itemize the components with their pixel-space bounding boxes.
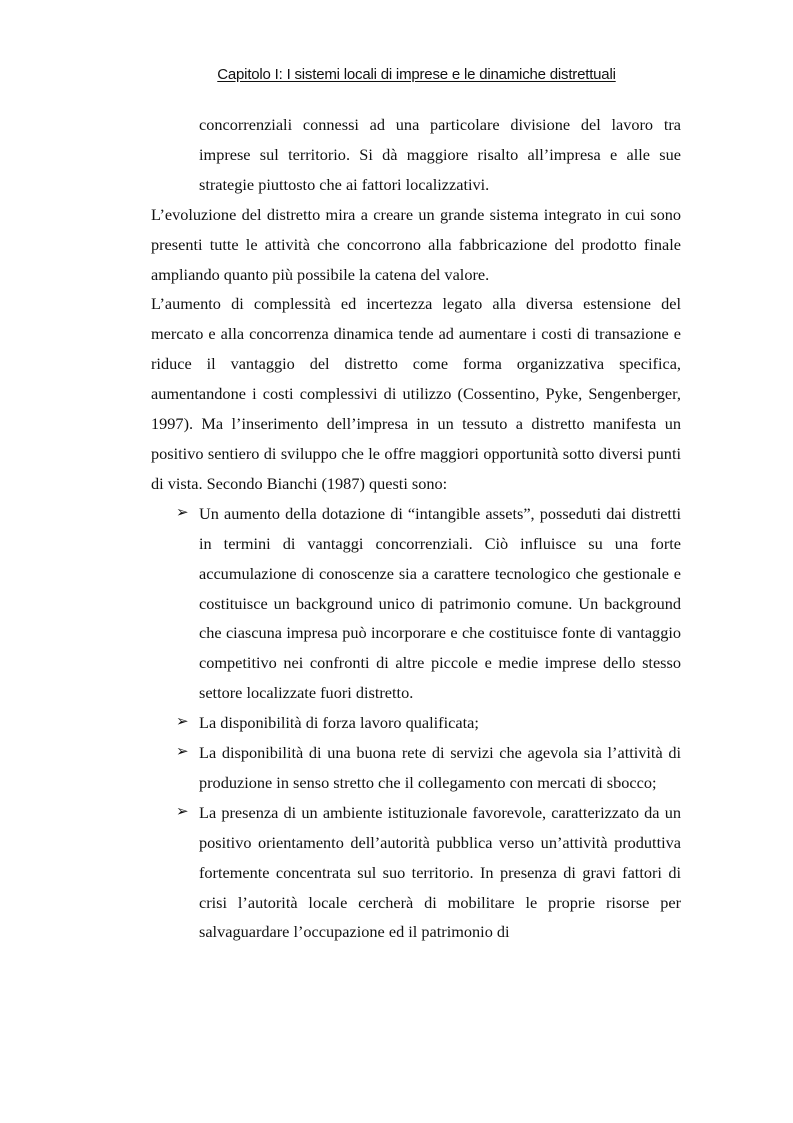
arrowhead-bullet-icon: ➢ [176, 504, 189, 521]
bullet-text: La presenza di un ambiente istituzionale favorevole, caratterizzato da un positivo orientamento dell’autorità pubblica verso un’attività produttiva fortemente concentrata sul suo territorio. In presenza di gravi fattori di crisi l’autorità locale cercherà di mobilitare le proprie risorse per salvaguardare l’occupazione ed il patrimonio di [199, 802, 681, 942]
continuation-paragraph: concorrenziali connessi ad una particolare divisione del lavoro tra imprese sul territorio. Si dà maggiore risalto all’impresa e alle sue strategie piuttosto che ai fattori localizzativi. [199, 115, 681, 194]
chapter-title: Capitolo I: I sistemi locali di imprese e le dinamiche distrettuali [217, 66, 616, 83]
bullet-item-ambiente-istituzionale [151, 798, 681, 948]
bullet-text: La disponibilità di una buona rete di servizi che agevola sia l’attività di produzione in senso stretto che il collegamento con mercati di sbocco; [199, 743, 681, 792]
paragraph-aumento-complessita: L’aumento di complessità ed incertezza legato alla diversa estensione del mercato e alla concorrenza dinamica tende ad aumentare i costi di transazione e riduce il vantaggio del distretto come forma organizzativa specifica, aumentandone i costi complessivi di utilizzo (Cossentino, Pyke, Sengenberger, 1997). Ma l’inserimento dell’impresa in un tessuto a distretto manifesta un positivo sentiero di sviluppo che le offre maggiori opportunità sotto diversi punti di vista. Secondo Bianchi (1987) questi sono: [151, 294, 681, 493]
running-header [0, 66, 793, 83]
arrowhead-bullet-icon: ➢ [176, 744, 189, 761]
paragraph-evoluzione: L’evoluzione del distretto mira a creare un grande sistema integrato in cui sono presenti tutte le attività che concorrono alla fabbricazione del prodotto finale ampliando quanto più possibile la catena del valore. [151, 204, 681, 284]
arrowhead-bullet-icon: ➢ [176, 803, 189, 820]
bullet-list [151, 499, 681, 948]
bullet-item-intangible-assets [151, 499, 681, 708]
bullet-text: Un aumento della dotazione di “intangible assets”, posseduti dai distretti in termini di vantaggi concorrenziali. Ciò influisce su una forte accumulazione di conoscenze sia a carattere tecnologico che gestionale e costituisce un background unico di patrimonio comune. Un background che ciascuna impresa può incorporare e che costituisce fonte di vantaggio competitivo nei confronti di altre piccole e medie imprese dello stesso settore localizzate fuori distretto. [199, 503, 681, 703]
body-text [151, 110, 681, 947]
arrowhead-bullet-icon: ➢ [176, 714, 189, 731]
bullet-item-rete-servizi [151, 738, 681, 798]
bullet-item-forza-lavoro [151, 708, 681, 738]
bullet-text: La disponibilità di forza lavoro qualificata; [199, 713, 479, 733]
